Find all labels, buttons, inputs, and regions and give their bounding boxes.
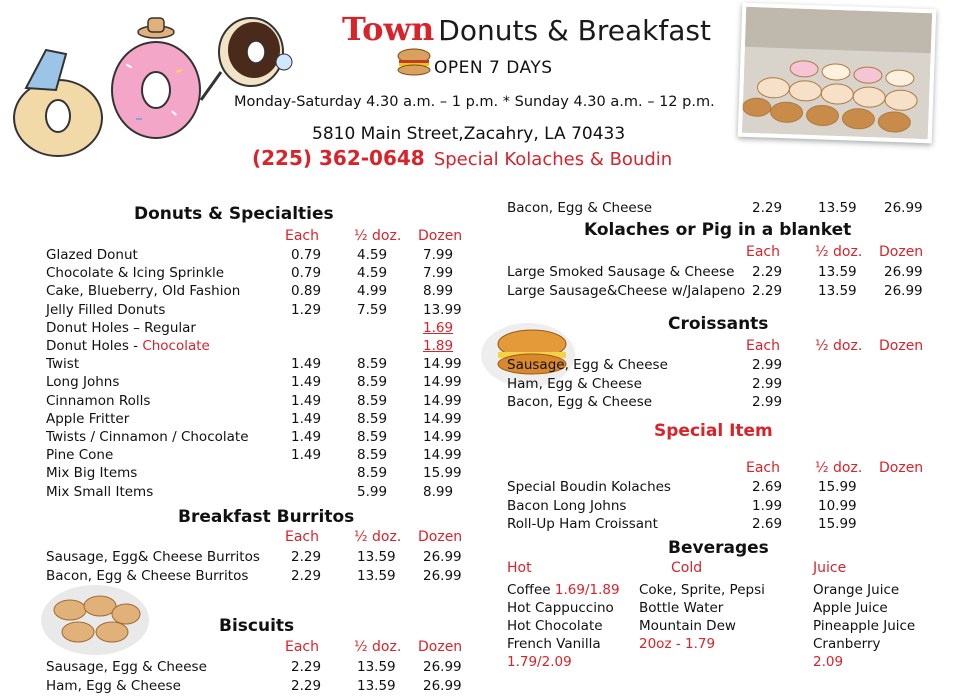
- bev-coffee: Coffee 1.69/1.89: [507, 582, 620, 598]
- biscuits-dozen-label: Dozen: [418, 639, 463, 655]
- item-each: 2.29: [291, 659, 322, 675]
- item-dozen: 14.99: [423, 392, 462, 409]
- item-half: 5.99: [357, 483, 388, 500]
- item-each: 2.29: [291, 567, 322, 584]
- item-half: 13.59: [818, 282, 857, 299]
- item-name: Bacon, Egg & Cheese: [507, 394, 653, 410]
- item-half: 8.59: [357, 374, 388, 391]
- kolaches-half-label: ½ doz.: [815, 244, 863, 260]
- brand-town: Town: [342, 10, 435, 48]
- croissants-dozen-label: Dozen: [879, 338, 924, 354]
- item-name: Apple Fritter: [46, 410, 130, 427]
- bev-cold-dew: Mountain Dew: [639, 618, 736, 634]
- item-name: Roll-Up Ham Croissant: [507, 516, 658, 532]
- item-name: Cake, Blueberry, Old Fashion: [46, 283, 241, 300]
- item-half: 13.59: [357, 549, 396, 565]
- item-half: 10.99: [818, 497, 857, 514]
- phone-line: [252, 146, 672, 170]
- bev-juice-pineapple: Pineapple Juice: [813, 618, 916, 634]
- item-each: 0.79: [291, 265, 322, 282]
- item-name: Donut Holes – Regular: [46, 319, 196, 336]
- item-name: Sausage, Egg& Cheese Burritos: [46, 549, 260, 565]
- item-half: 4.59: [357, 247, 388, 263]
- item-each: 2.29: [291, 677, 322, 694]
- phone-number: (225) 362-0648: [252, 146, 425, 170]
- item-half: 13.59: [818, 200, 857, 216]
- item-half: 13.59: [357, 677, 396, 694]
- croissants-each-label: Each: [746, 338, 780, 354]
- tan-donut-icon: [14, 50, 102, 156]
- special-each-label: Each: [746, 460, 780, 476]
- burritos-each-label: Each: [285, 529, 319, 545]
- special-item-section-title: Special Item: [654, 421, 773, 441]
- biscuits-half-label: ½ doz.: [354, 639, 402, 655]
- item-each: 0.79: [291, 247, 322, 263]
- item-dozen: 26.99: [423, 677, 462, 694]
- bev-cold-soda: Coke, Sprite, Pepsi: [639, 582, 765, 598]
- item-dozen: 14.99: [423, 410, 462, 427]
- item-dozen: 26.99: [884, 282, 923, 299]
- item-each: 2.29: [752, 200, 783, 216]
- kolaches-each-label: Each: [746, 244, 780, 260]
- burritos-section-title: Breakfast Burritos: [178, 507, 355, 527]
- beverages-section-title: Beverages: [668, 538, 769, 558]
- biscuits-each-label: Each: [285, 639, 319, 655]
- item-half: 4.99: [357, 283, 388, 300]
- item-half: 7.59: [357, 301, 388, 318]
- item-dozen: 7.99: [423, 265, 454, 282]
- item-name: Glazed Donut: [46, 247, 138, 263]
- chocolate-donut-icon: [201, 18, 292, 100]
- bev-coffee-price: 1.69/1.89: [554, 582, 620, 598]
- item-half: 13.59: [818, 264, 857, 280]
- item-name: Bacon, Egg & Cheese Burritos: [46, 567, 249, 584]
- item-each: 2.99: [752, 375, 783, 392]
- biscuits-section-title: Biscuits: [219, 616, 295, 636]
- store-address: 5810 Main Street,Zacahry, LA 70433: [312, 124, 626, 144]
- item-name-highlight: Chocolate: [142, 338, 210, 354]
- item-dozen: 8.99: [423, 483, 454, 500]
- item-name: Twists / Cinnamon / Chocolate: [46, 429, 249, 445]
- burritos-half-label: ½ doz.: [354, 529, 402, 545]
- item-name: Ham, Egg & Cheese: [507, 375, 642, 392]
- donuts-section-title: Donuts & Specialties: [134, 204, 334, 224]
- item-name: Twist: [46, 356, 80, 373]
- item-half: 15.99: [818, 516, 857, 532]
- item-half: 15.99: [818, 479, 857, 495]
- item-dozen: 26.99: [423, 549, 462, 565]
- special-tagline: Special Kolaches & Boudin: [433, 149, 673, 170]
- item-half: 4.59: [357, 265, 388, 282]
- bev-juice-cranberry: Cranberry: [813, 636, 881, 652]
- special-half-label: ½ doz.: [815, 460, 863, 476]
- item-half: 8.59: [357, 356, 388, 373]
- item-name: Bacon Long Johns: [507, 497, 627, 514]
- item-name: Jelly Filled Donuts: [46, 301, 166, 318]
- store-hours: Monday-Saturday 4.30 a.m. – 1 p.m. * Sunday 4.30 a.m. – 12 p.m.: [234, 94, 715, 110]
- item-name: Special Boudin Kolaches: [507, 479, 671, 495]
- beverages-hot-label: Hot: [507, 560, 532, 576]
- breakfast-sandwich-icon: [396, 48, 432, 76]
- item-name: Mix Big Items: [46, 465, 138, 482]
- item-each: 1.49: [291, 392, 322, 409]
- item-each: 1.49: [291, 429, 322, 445]
- item-dozen: 13.99: [423, 301, 462, 318]
- item-dozen: 26.99: [884, 200, 923, 216]
- croissants-half-label: ½ doz.: [815, 338, 863, 354]
- bev-french-vanilla: French Vanilla: [507, 636, 601, 652]
- item-half: 13.59: [357, 567, 396, 584]
- item-each: 2.29: [752, 264, 783, 280]
- bev-cold-price: 20oz - 1.79: [639, 636, 716, 652]
- bev-cappuccino: Hot Cappuccino: [507, 600, 614, 616]
- burritos-dozen-label: Dozen: [418, 529, 463, 545]
- item-half: 8.59: [357, 429, 388, 445]
- item-each: 2.29: [752, 282, 783, 299]
- brand-title: [342, 10, 711, 48]
- bev-hot-chocolate: Hot Chocolate: [507, 618, 603, 634]
- item-dozen: 14.99: [423, 374, 462, 391]
- item-each: 1.49: [291, 410, 322, 427]
- item-name: Ham, Egg & Cheese: [46, 677, 181, 694]
- item-half: 8.59: [357, 465, 388, 482]
- item-each: 2.29: [291, 549, 322, 565]
- item-half: 8.59: [357, 447, 388, 464]
- kolaches-dozen-label: Dozen: [879, 244, 924, 260]
- pink-donut-icon: [112, 18, 200, 138]
- item-dozen: 14.99: [423, 447, 462, 464]
- item-each: 2.69: [752, 479, 783, 495]
- item-each: 1.99: [752, 497, 783, 514]
- item-name: Large Smoked Sausage & Cheese: [507, 264, 735, 280]
- kolaches-section-title: Kolaches or Pig in a blanket: [584, 220, 852, 240]
- item-each: 2.69: [752, 516, 783, 532]
- bev-french-vanilla-price: 1.79/2.09: [507, 654, 572, 670]
- bev-cold-water: Bottle Water: [639, 600, 724, 616]
- donuts-dozen-label: Dozen: [418, 228, 463, 244]
- item-name: Mix Small Items: [46, 483, 154, 500]
- item-dozen: 26.99: [423, 567, 462, 584]
- bev-juice-price: 2.09: [813, 654, 844, 670]
- beverages-juice-label: Juice: [813, 560, 847, 576]
- beverages-cold-label: Cold: [671, 560, 703, 576]
- item-half: 8.59: [357, 410, 388, 427]
- item-name: Sausage, Egg & Cheese: [507, 357, 668, 373]
- open-days: OPEN 7 DAYS: [434, 58, 553, 78]
- bev-juice-apple: Apple Juice: [813, 600, 888, 616]
- item-dozen: 1.69: [423, 319, 454, 336]
- item-half: 8.59: [357, 392, 388, 409]
- special-dozen-label: Dozen: [879, 460, 924, 476]
- item-dozen: 8.99: [423, 283, 454, 300]
- item-dozen: 15.99: [423, 465, 462, 482]
- item-each: 0.89: [291, 283, 322, 300]
- item-dozen: 26.99: [884, 264, 923, 280]
- item-name: Chocolate & Icing Sprinkle: [46, 265, 225, 282]
- item-dozen: 14.99: [423, 429, 462, 445]
- item-name: Cinnamon Rolls: [46, 392, 151, 409]
- item-dozen: 26.99: [423, 659, 462, 675]
- item-dozen: 14.99: [423, 356, 462, 373]
- donuts-each-label: Each: [285, 228, 319, 244]
- item-half: 13.59: [357, 659, 396, 675]
- item-each: 1.29: [291, 301, 322, 318]
- brand-rest: Donuts & Breakfast: [438, 14, 711, 47]
- item-dozen: 7.99: [423, 247, 454, 263]
- donut-characters-illustration: [6, 10, 296, 160]
- item-each: 2.99: [752, 357, 783, 373]
- item-each: 2.99: [752, 394, 783, 410]
- donuts-half-label: ½ doz.: [354, 228, 402, 244]
- item-each: 1.49: [291, 447, 322, 464]
- item-each: 1.49: [291, 374, 322, 391]
- item-dozen: 1.89: [423, 338, 454, 354]
- bev-juice-orange: Orange Juice: [813, 582, 900, 598]
- item-name: Donut Holes - Chocolate: [46, 338, 210, 354]
- item-name: Long Johns: [46, 374, 120, 391]
- item-name: Large Sausage&Cheese w/Jalapeno: [507, 282, 746, 299]
- croissants-section-title: Croissants: [668, 314, 769, 334]
- item-name: Bacon, Egg & Cheese: [507, 200, 653, 216]
- item-name: Pine Cone: [46, 447, 114, 464]
- item-name: Sausage, Egg & Cheese: [46, 659, 207, 675]
- biscuit-photo: [40, 584, 150, 656]
- item-each: 1.49: [291, 356, 322, 373]
- donut-tray-photo: [738, 3, 937, 144]
